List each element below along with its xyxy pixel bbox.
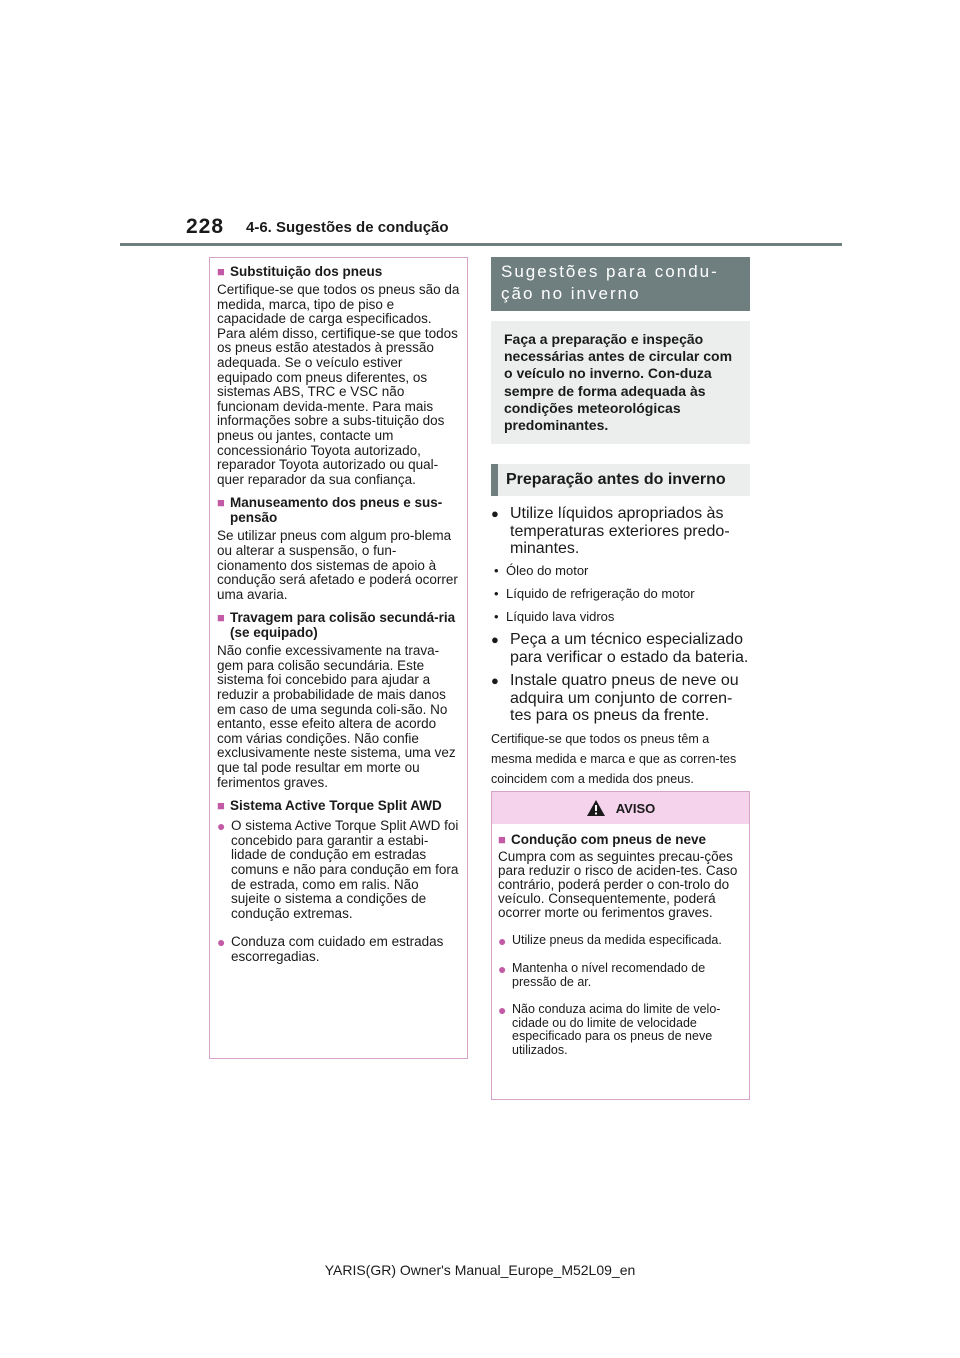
section-body: Não confie excessivamente na trava-gem para colisão secundária. Este sistema foi concebido para ajudar a reduzir a probabilidade de mais danos em caso de uma segunda coli-são. No entanto, esse efeito altera de acordo com várias condições. Não confie exclusivamente neste sistema, uma vez que tal pode resultar em morte ou ferimentos graves. [217, 643, 456, 790]
page-number: 228 [186, 215, 225, 238]
warning-list-item-text: Mantenha o nível recomendado de pressão de ar. [512, 961, 706, 989]
warning-list-item [498, 934, 743, 948]
circle-bullet-icon [498, 934, 512, 948]
section-body: Se utilizar pneus com algum pro-blema ou alterar a suspensão, o fun-cionamento dos sistemas de apoio à condução será afetado e poderá ocorrer uma avaria. [217, 528, 458, 602]
warning-list-item-text: Não conduza acima do limite de velo-cidade ou do limite de velocidade especificado para os pneus de neve utilizados. [512, 1002, 721, 1057]
list-item [491, 631, 753, 666]
sub-list-item [494, 586, 749, 601]
circle-bullet-icon [491, 631, 510, 666]
square-bullet-icon: ■ [217, 798, 225, 814]
circle-bullet-icon [217, 935, 231, 964]
section-heading [217, 264, 460, 279]
warning-header [492, 792, 749, 824]
sub-list-item [494, 563, 749, 578]
warning-text: Cumpra com as seguintes precau-ções para reduzir o risco de aciden-tes. Caso contrário, poderá perder o con-trolo do veículo. Consequentemente, poderá ocorrer morte ou ferimentos graves. [498, 849, 738, 920]
header-divider [120, 243, 842, 246]
warning-box [491, 791, 750, 1100]
sub-list-item-text: Líquido de refrigeração do motor [506, 586, 695, 601]
circle-bullet-icon [491, 505, 510, 558]
sub-list-item-text: Óleo do motor [506, 563, 589, 578]
list-item-text: O sistema Active Torque Split AWD foi concebido para garantir a estabi-lidade de condução em estradas comuns e não para condução em fora de estrada, como em ralis. Não sujeite o sistema a condições de condução extremas. [231, 818, 459, 921]
sub-list-item [494, 609, 749, 624]
warning-title-text: Condução com pneus de neve [511, 832, 707, 847]
list-item [217, 935, 460, 964]
warning-label: AVISO [615, 800, 656, 816]
square-bullet-icon: ■ [498, 832, 506, 847]
list-item-text: Peça a um técnico especializado para verificar o estado da bateria. [510, 631, 749, 666]
list-item [217, 819, 460, 921]
subsection-heading: Preparação antes do inverno [491, 464, 750, 496]
section-heading-text: Travagem para colisão secundá-ria (se equipado) [230, 610, 456, 641]
list-item [491, 672, 753, 725]
intro-box: Faça a preparação e inspeção necessárias antes de circular com o veículo no inverno. Con-duza sempre de forma adequada às condições meteorológicas predominantes. [491, 321, 750, 444]
page-footer: YARIS(GR) Owner's Manual_Europe_M52L09_en [324, 1262, 636, 1278]
section-heading [217, 495, 460, 525]
warning-title [498, 832, 743, 847]
warning-triangle-icon [586, 799, 606, 817]
list-item [491, 505, 753, 558]
square-bullet-icon: ■ [217, 495, 225, 511]
list-item-text: Instale quatro pneus de neve ou adquira um conjunto de corren-tes para os pneus da frente. [510, 672, 739, 724]
section-heading-text: Sistema Active Torque Split AWD [230, 798, 442, 814]
circle-bullet-icon [491, 672, 510, 725]
dot-bullet-icon [494, 563, 506, 578]
dot-bullet-icon [494, 586, 506, 601]
square-bullet-icon: ■ [217, 610, 225, 626]
warning-list-item [498, 1003, 743, 1057]
section-title: 4-6. Sugestões de condução [246, 219, 449, 236]
section-heading-text: Manuseamento dos pneus e sus-pensão [230, 495, 443, 526]
info-box [209, 257, 468, 1059]
dot-bullet-icon [494, 609, 506, 624]
warning-body [492, 824, 749, 1061]
section-heading [217, 610, 460, 640]
circle-bullet-icon [498, 962, 512, 989]
section-body: Certifique-se que todos os pneus são da medida, marca, tipo de piso e capacidade de carga especificados. Para além disso, certifique-se que todos os pneus estão atestados à pressão adequada. Se o veículo estiver equipado com pneus diferentes, os sistemas ABS, TRC e VSC não funcionam devida-mente. Para mais informações sobre a subs-tituição dos pneus ou jantes, contacte um concessionário Toyota autorizado, reparador Toyota autorizado ou qual-quer reparador da sua confiança. [217, 282, 460, 487]
warning-list-item-text: Utilize pneus da medida especificada. [512, 933, 722, 947]
note-text: Certifique-se que todos os pneus têm a mesma medida e marca e que as corren-tes coincidem com a medida dos pneus. [491, 732, 737, 786]
section-heading-text: Substituição dos pneus [230, 264, 383, 279]
circle-bullet-icon [217, 819, 231, 921]
circle-bullet-icon [498, 1003, 512, 1057]
chapter-banner: Sugestões para condu-ção no inverno [491, 257, 750, 311]
warning-list-item [498, 962, 743, 989]
section-heading [217, 798, 460, 813]
list-item-text: Utilize líquidos apropriados às temperaturas exteriores predo-minantes. [510, 505, 730, 557]
square-bullet-icon: ■ [217, 264, 225, 279]
list-item-text: Conduza com cuidado em estradas escorregadias. [231, 934, 444, 964]
sub-list-item-text: Líquido lava vidros [506, 609, 615, 624]
